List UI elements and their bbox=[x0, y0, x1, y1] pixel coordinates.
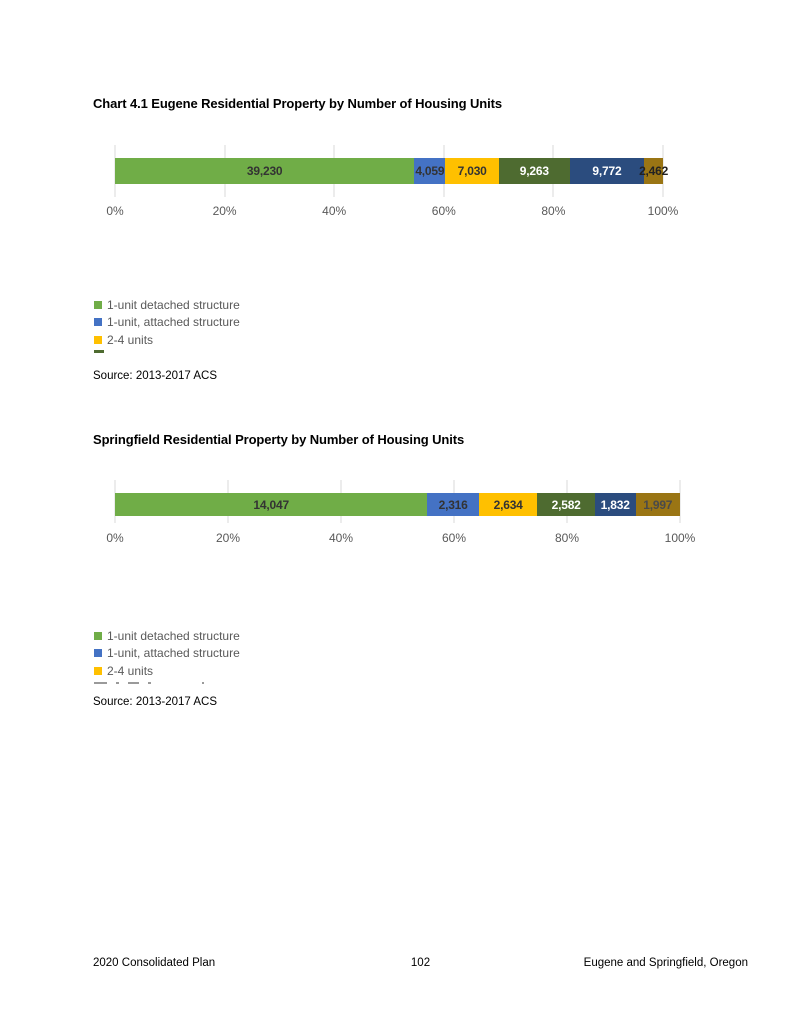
data-label: 2,462 bbox=[639, 164, 669, 178]
legend-item bbox=[94, 314, 240, 332]
x-tick-label: 40% bbox=[322, 204, 347, 218]
x-tick-label: 0% bbox=[106, 204, 124, 218]
bar-segment bbox=[427, 493, 479, 516]
footer-document-title: 2020 Consolidated Plan bbox=[93, 957, 216, 969]
bar-segment bbox=[479, 493, 538, 516]
x-tick-label: 40% bbox=[328, 531, 354, 545]
legend bbox=[94, 627, 240, 684]
bar-segment bbox=[115, 158, 414, 184]
data-label: 39,230 bbox=[246, 164, 283, 178]
legend-item bbox=[94, 662, 240, 680]
legend-swatch-icon bbox=[94, 667, 102, 675]
legend-label: 2-4 units bbox=[107, 663, 154, 678]
bar-segment bbox=[639, 158, 669, 184]
legend-label: 1-unit detached structure bbox=[107, 297, 240, 312]
chart2-title: Springfield Residential Property by Number of Housing Units bbox=[93, 432, 465, 447]
legend-swatch-icon bbox=[94, 318, 102, 326]
legend-item bbox=[94, 296, 240, 314]
bar-segment bbox=[445, 158, 499, 184]
bar-segment bbox=[595, 493, 636, 516]
data-label: 2,316 bbox=[438, 497, 468, 512]
legend-swatch-icon bbox=[94, 649, 102, 657]
x-tick-label: 60% bbox=[441, 531, 467, 545]
stacked-bar bbox=[115, 493, 680, 516]
bar-segment bbox=[499, 158, 570, 184]
data-label: 2,634 bbox=[493, 497, 523, 512]
x-tick-label: 0% bbox=[106, 531, 124, 545]
legend-item bbox=[94, 627, 240, 645]
legend-swatch-icon bbox=[94, 336, 102, 344]
footer-location: Eugene and Springfield, Oregon bbox=[583, 957, 748, 969]
bar-segment bbox=[115, 493, 427, 516]
legend-swatch-icon bbox=[94, 301, 102, 309]
footer-page-number: 102 bbox=[410, 957, 431, 969]
legend-label: 1-unit, attached structure bbox=[107, 315, 240, 330]
data-label: 1,832 bbox=[600, 497, 630, 512]
chart2-source: Source: 2013-2017 ACS bbox=[93, 696, 218, 708]
bar-segment bbox=[537, 493, 594, 516]
legend-item bbox=[94, 331, 240, 349]
chart1-title: Chart 4.1 Eugene Residential Property by Number of Housing Units bbox=[93, 96, 502, 111]
legend-swatch-icon bbox=[94, 632, 102, 640]
stacked-bar bbox=[115, 158, 669, 184]
data-label: 2,582 bbox=[551, 497, 581, 512]
data-label: 9,263 bbox=[519, 164, 549, 178]
x-tick-label: 20% bbox=[212, 204, 237, 218]
x-tick-label: 100% bbox=[664, 531, 696, 545]
x-tick-label: 80% bbox=[541, 204, 566, 218]
legend-label: 1-unit detached structure bbox=[107, 628, 240, 643]
legend-label: 1-unit, attached structure bbox=[107, 646, 240, 661]
bar-segment bbox=[636, 493, 680, 516]
chart1-source: Source: 2013-2017 ACS bbox=[93, 370, 218, 382]
data-label: 1,997 bbox=[643, 497, 673, 512]
data-label: 14,047 bbox=[253, 497, 289, 512]
clipped-legend-fragment bbox=[94, 682, 240, 684]
x-tick-label: 20% bbox=[215, 531, 241, 545]
clipped-legend-fragment bbox=[94, 350, 104, 353]
chart2-plot-area bbox=[106, 480, 696, 678]
data-label: 4,059 bbox=[415, 164, 445, 178]
data-label: 9,772 bbox=[592, 164, 622, 178]
bar-segment bbox=[570, 158, 645, 184]
x-axis bbox=[106, 204, 679, 220]
x-tick-label: 60% bbox=[431, 204, 456, 218]
x-tick-label: 100% bbox=[647, 204, 679, 218]
x-tick-label: 80% bbox=[554, 531, 580, 545]
legend bbox=[94, 296, 240, 353]
legend-label: 2-4 units bbox=[107, 332, 154, 347]
legend-item bbox=[94, 645, 240, 663]
data-label: 7,030 bbox=[457, 164, 487, 178]
x-axis bbox=[106, 531, 696, 547]
bar-segment bbox=[414, 158, 445, 184]
chart1-plot-area bbox=[106, 145, 679, 347]
